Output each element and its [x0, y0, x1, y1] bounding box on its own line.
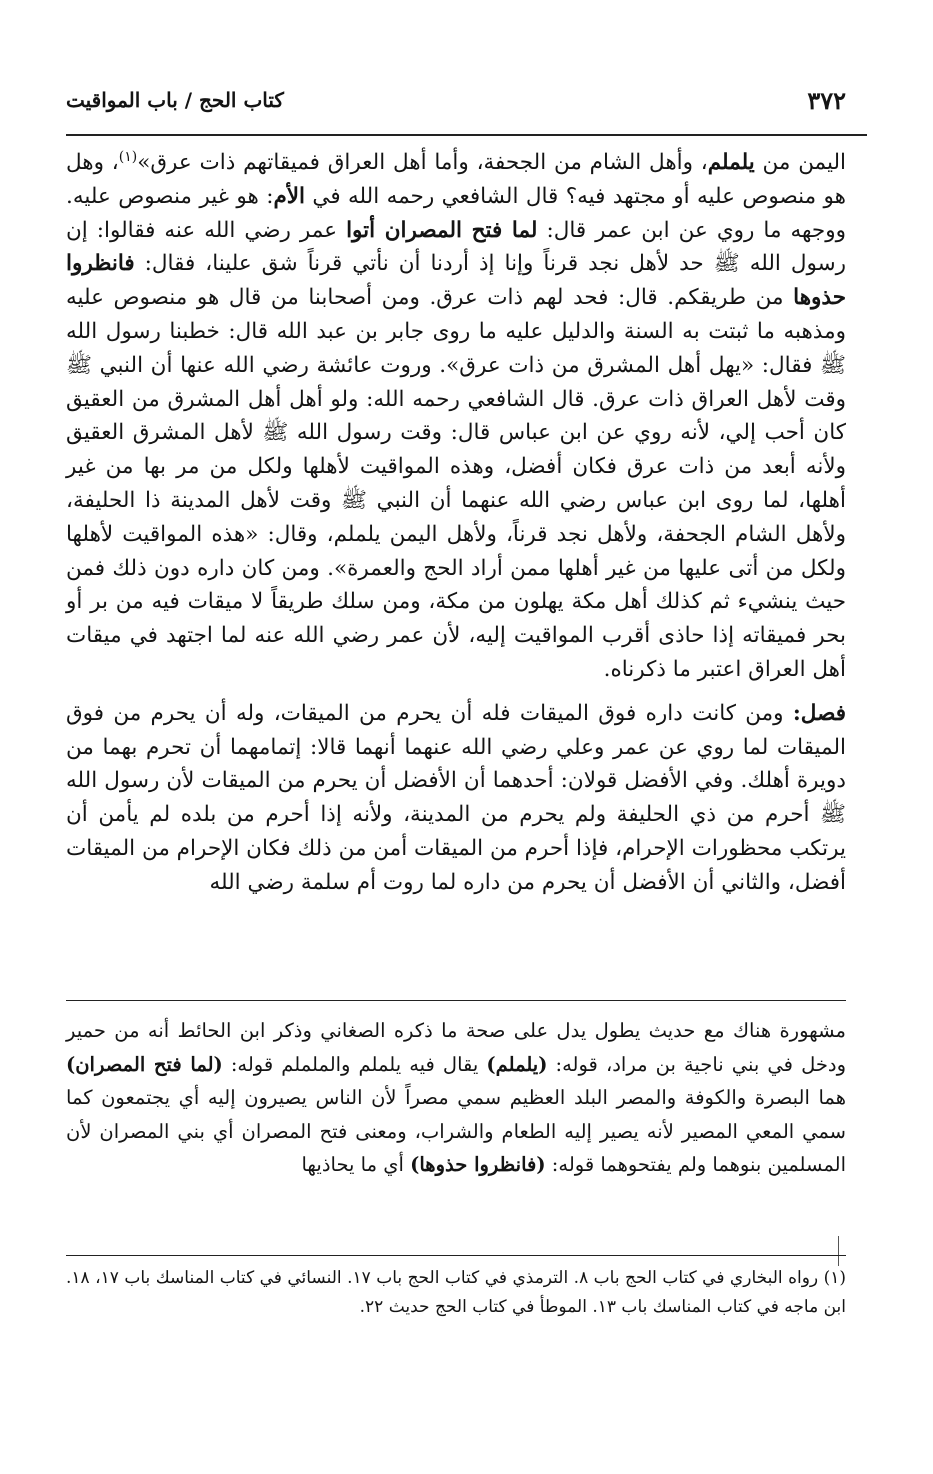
main-bold-phrase: يلملم: [707, 150, 755, 175]
main-bold-phrase: لما فتح المصران أتوا: [346, 217, 538, 243]
main-text-run: من طريقكم. قال: فحد لهم ذات عرق. ومن أصحابنا من قال هو منصوص عليه ومذهبه ما ثبتت به السنة والدليل عليه ما روى جابر بن عبد الله قال: خطبنا رسول الله ﷺ فقال: «يهل أهل المشرق من ذات عرق». وروت عائشة رضي الله عنها أن النبي ﷺ وقت لأهل العراق ذات عرق. قال الشافعي رحمه الله: ولو أهل أهل المشرق من العقيق كان أحب إلي، لأنه روي عن ابن عباس قال: وقت رسول الله ﷺ لأهل المشرق العقيق ولأنه أبعد من ذات عرق فكان أفضل، وهذه المواقيت لأهلها ولكل من مر بها من غير أهلها، لما روى ابن عباس رضي الله عنهما أن النبي ﷺ وقت لأهل المدينة ذا الحليفة، ولأهل الشام الجحفة، ولأهل نجد قرناً، ولأهل اليمن يلملم، وقال: «هذه المواقيت لأهلها ولكل من أتى عليها من غير أهلها ممن أراد الحج والعمرة». ومن كان داره دون ذلك فمن حيث ينشيء ثم كذلك أهل مكة يهلون من مكة، ومن سلك طريقاً لا ميقات فيه من بر أو بحر فميقاته إذا حاذى أقرب المواقيت إليه، لأن عمر رضي الله عنه لما اجتهد في ميقات أهل العراق اعتبر ما ذكرناه.: [66, 285, 846, 682]
main-text-run: : هو غير منصوص عليه. ووجهه ما روي عن ابن عمر قال:: [66, 183, 846, 243]
page-number: ٣٧٢: [807, 86, 846, 115]
commentary-paragraph: [66, 1014, 846, 1182]
commentary-separator: [66, 1000, 846, 1001]
commentary-text: [66, 1014, 846, 1182]
commentary-text-run: أي ما يحاذيها: [301, 1153, 411, 1177]
commentary-text-run: يقال فيه يلملم والململم قوله:: [222, 1052, 487, 1076]
footnote-1: (١) رواه البخاري في كتاب الحج باب ٨. الترمذي في كتاب الحج باب ١٧. النسائي في كتاب المناسك باب ١٧، ١٨. ابن ماجه في كتاب المناسك باب ١٣. الموطأ في كتاب الحج حديث ٢٢.: [66, 1268, 846, 1317]
section-label: فصل:: [792, 700, 846, 726]
main-bold-phrase: فانظروا حذوها: [66, 251, 846, 311]
main-paragraph-2: [66, 697, 846, 900]
header-rule: [66, 134, 867, 136]
main-text: [66, 146, 846, 900]
main-bold-phrase: الأم: [273, 183, 305, 209]
main-text-run: ، وهل هو منصوص عليه أو مجتهد فيه؟ قال الشافعي رحمه الله في: [66, 150, 846, 209]
commentary-bold-phrase: (فانظروا حذوها): [410, 1153, 546, 1177]
footnote-block: [66, 1264, 846, 1322]
main-text-run: اليمن من: [754, 150, 847, 175]
margin-tick-mark: [838, 1236, 839, 1266]
footnote-separator: [66, 1255, 846, 1256]
commentary-text-run: هما البصرة والكوفة والمصر البلد العظيم سمي مصراً لأن الناس يصيرون إليه أي يجتمعون كما سمي المعي المصير لأنه يصير إليه الطعام والشراب، ومعنى فتح المصران أي بني المصران لأن المسلمين بنوهما ولم يفتحوهما قوله:: [66, 1086, 846, 1177]
commentary-text-run: مشهورة هناك مع حديث يطول يدل على صحة ما ذكره الصغاني وذكر ابن الحائط أنه من حمير ودخل في بني ناجية بن مراد، قوله:: [66, 1019, 846, 1076]
main-text-run: ، وأهل الشام من الجحفة، وأما أهل العراق فميقاتهم ذات عرق»: [137, 150, 708, 175]
commentary-bold-phrase: (لما فتح المصران): [66, 1052, 223, 1076]
main-paragraph-1: [66, 146, 846, 687]
commentary-bold-phrase: (يلملم): [486, 1052, 548, 1076]
page-header: [66, 82, 846, 126]
section-text: ومن كانت داره فوق الميقات فله أن يحرم من الميقات، وله أن يحرم من فوق الميقات لما روي عن عمر وعلي رضي الله عنهما أنهما قالا: إتمامهما أن تحرم بهما من دويرة أهلك. وفي الأفضل قولان: أحدهما أن الأفضل أن يحرم من الميقات لأن رسول الله ﷺ أحرم من ذي الحليفة ولم يحرم من المدينة، ولأنه إذا أحرم من بلده لم يأمن أن يرتكب محظورات الإحرام، فإذا أحرم من الميقات أمن من ذلك فكان الإحرام من الميقات أفضل، والثاني أن الأفضل أن يحرم من داره لما روت أم سلمة رضي الله: [66, 700, 846, 895]
running-title: كتاب الحج / باب المواقيت: [66, 88, 284, 112]
footnote-reference: (١): [118, 148, 138, 165]
main-text-run: عمر رضي الله عنه فقالوا: إن رسول الله ﷺ حد لأهل نجد قرناً وإنا إذ أردنا أن نأتي قرناً شق علينا، فقال:: [66, 217, 846, 277]
